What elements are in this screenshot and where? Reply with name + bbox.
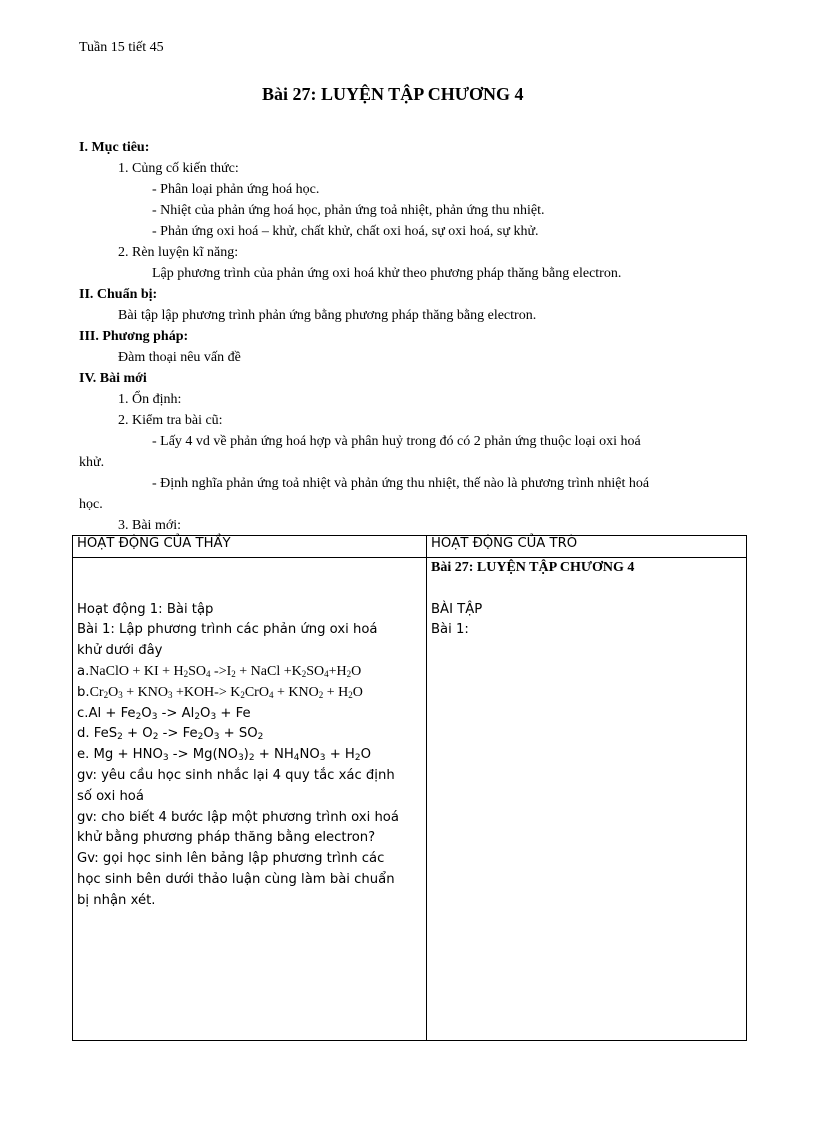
exercise-1-prompt-cont: khử dưới đây <box>77 643 163 659</box>
equation-d: d. $FeS_2 + O_2 -> Fe_2O_3 + SO_2$ <box>77 726 264 743</box>
section-preparation-heading: II. Chuẩn bị: <box>79 287 158 302</box>
activity-label: Hoạt động 1: Bài tập <box>77 601 214 617</box>
student-header-label: HOẠT ĐỘNG CỦA TRÒ <box>431 536 578 551</box>
preparation-text: Bài tập lập phương trình phản ứng bằng phương pháp thăng bằng electron. <box>118 308 537 323</box>
review-question-2: - Định nghĩa phản ứng toả nhiệt và phản ứng thu nhiệt, thế nào là phương trình nhiệt hoá <box>152 476 650 491</box>
page-title: Bài 27: LUYỆN TẬP CHƯƠNG 4 <box>262 84 524 104</box>
teacher-column-header <box>73 536 427 558</box>
student-exercise-heading: BÀI TẬP <box>431 601 483 617</box>
knowledge-bullet: - Phản ứng oxi hoá – khử, chất khử, chất oxi hoá, sự oxi hoá, sự khử. <box>152 224 539 239</box>
teacher-activity-cell <box>73 558 427 1041</box>
teacher-note-2-cont: khử bằng phương pháp thăng bằng electron? <box>77 830 376 846</box>
equation-b: $b.Cr_2O_3 + KNO_3 +KOH-> K_2CrO_4 + KNO_2 + H_2O$ <box>77 684 363 700</box>
equation-c: $c.Al + Fe_2O_3 -> Al_2O_3 + Fe$ <box>77 705 251 722</box>
student-column-header <box>427 536 747 558</box>
section-objectives-heading: I. Mục tiêu: <box>79 140 150 155</box>
teacher-note-3-end: bị nhận xét. <box>77 892 156 908</box>
section-new-lesson-heading: IV. Bài mới <box>79 371 147 386</box>
objective-knowledge: 1. Củng cố kiến thức: <box>118 161 239 176</box>
equation-a: a.NaClO + KI + $H_2SO_4$ $->I_2$ + NaCl $+K_2SO_4+H_2O$ <box>77 663 362 679</box>
review-item: 2. Kiểm tra bài cũ: <box>118 413 223 428</box>
review-question-1-cont: khử. <box>79 455 105 470</box>
section-method-heading: III. Phương pháp: <box>79 329 189 344</box>
skill-text: Lập phương trình của phản ứng oxi hoá khử theo phương pháp thăng bằng electron. <box>152 266 622 281</box>
lesson-activity-table <box>72 535 747 1041</box>
knowledge-bullet: - Phân loại phản ứng hoá học. <box>152 182 320 197</box>
teacher-header-label: HOẠT ĐỘNG CỦA THẦY <box>77 536 231 551</box>
student-lesson-title: Bài 27: LUYỆN TẬP CHƯƠNG 4 <box>431 560 635 575</box>
knowledge-bullet: - Nhiệt của phản ứng hoá học, phản ứng toả nhiệt, phản ứng thu nhiệt. <box>152 203 545 218</box>
review-question-2-cont: học. <box>79 497 103 512</box>
week-lesson-label: Tuần 15 tiết 45 <box>79 40 164 55</box>
new-lesson-item: 3. Bài mới: <box>118 518 182 533</box>
review-question-1: - Lấy 4 vd về phản ứng hoá hợp và phân huỷ trong đó có 2 phản ứng thuộc loại oxi hoá <box>152 434 641 449</box>
objective-skills: 2. Rèn luyện kĩ năng: <box>118 245 239 260</box>
teacher-note-2: gv: cho biết 4 bước lập một phương trình oxi hoá <box>77 809 399 825</box>
stabilize-item: 1. Ổn định: <box>118 392 182 407</box>
method-text: Đàm thoại nêu vấn đề <box>118 350 241 365</box>
equation-e: e. $Mg + HNO_3 -> Mg(NO_3)_2 + NH_4NO_3 + H_2O$ <box>77 747 371 764</box>
teacher-note-1: gv: yêu cầu học sinh nhắc lại 4 quy tắc xác định <box>77 767 395 783</box>
teacher-note-3-cont: học sinh bên dưới thảo luận cùng làm bài chuẩn <box>77 871 395 887</box>
teacher-note-1-cont: số oxi hoá <box>77 788 144 804</box>
exercise-1-prompt: Bài 1: Lập phương trình các phản ứng oxi hoá <box>77 622 378 638</box>
teacher-note-3: Gv: gọi học sinh lên bảng lập phương trình các <box>77 851 385 867</box>
student-exercise-1: Bài 1: <box>431 622 469 638</box>
student-activity-cell <box>427 558 747 1041</box>
